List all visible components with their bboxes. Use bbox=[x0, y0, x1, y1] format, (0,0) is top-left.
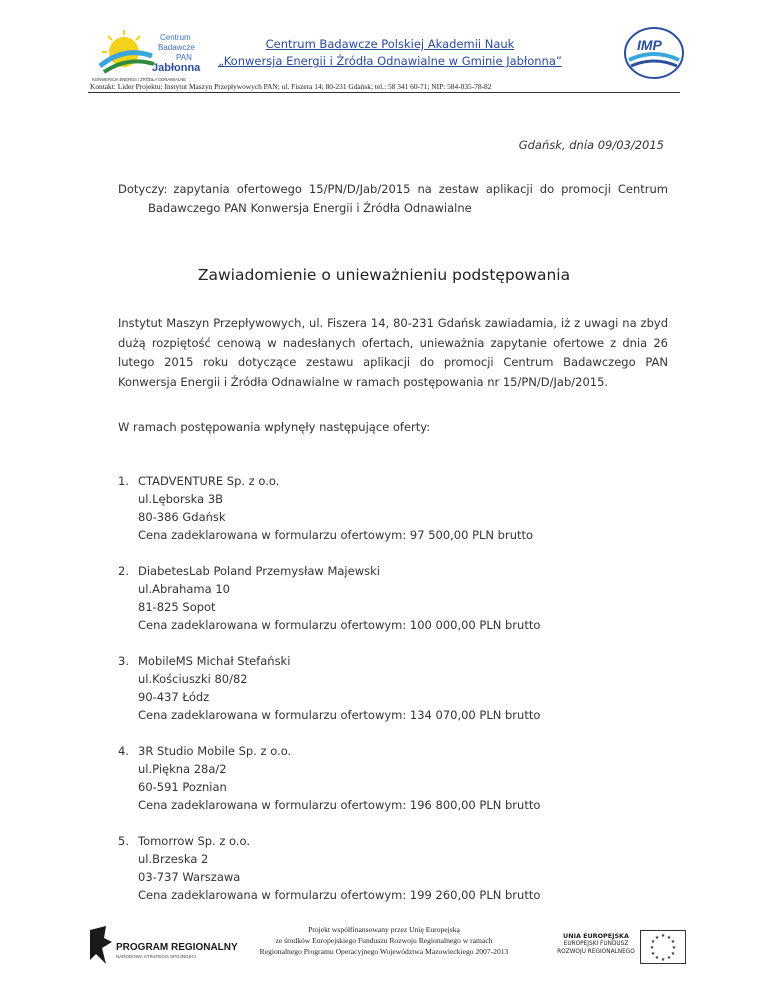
offer-number: 4. bbox=[118, 744, 129, 758]
offer-street: ul.Abrahama 10 bbox=[138, 582, 230, 596]
offer-price: Cena zadeklarowana w formularzu ofertowym: 100 000,00 PLN brutto bbox=[138, 618, 541, 632]
document-title: Zawiadomienie o unieważnieniu podstępowania bbox=[197, 266, 571, 284]
offer-street: ul.Brzeska 2 bbox=[138, 852, 209, 866]
offer-city: 90-437 Łódz bbox=[138, 690, 210, 704]
offer-number: 2. bbox=[118, 564, 129, 578]
offer-item bbox=[118, 832, 668, 904]
svg-text:★: ★ bbox=[660, 933, 666, 939]
institution-title bbox=[210, 36, 570, 70]
imp-logo bbox=[623, 26, 685, 80]
logo-tagline: KONWERSJA ENERGII I ŹRÓDŁA ODNAWIALNE bbox=[92, 77, 187, 82]
offer-number: 5. bbox=[118, 834, 129, 848]
offer-company: MobileMS Michał Stefański bbox=[138, 654, 291, 668]
eu-flag-icon bbox=[640, 930, 686, 964]
svg-text:★: ★ bbox=[654, 935, 660, 941]
body-paragraph: Instytut Maszyn Przepływowych, ul. Fiszera 14, 80-231 Gdańsk zawiadamia, iż z uwagi na zbyd dużą rozpiętość cenową w nadesłanych ofertach, unieważnia zapytanie ofertowe z dnia 26 lutego 2015 roku dotyczące zestawu aplikacji do promocji Centrum Badawczego PAN Konwersja Energii i Źródła Odnawialne w ramach postępowania nr 15/PN/D/Jab/2015. bbox=[118, 316, 668, 389]
svg-text:★: ★ bbox=[670, 939, 676, 945]
eu-label-line3: ROZWOJU REGIONALNEGO bbox=[557, 949, 635, 955]
offer-number: 3. bbox=[118, 654, 129, 668]
institution-title-line1: Centrum Badawcze Polskiej Akademii Nauk bbox=[265, 37, 515, 51]
offer-company: 3R Studio Mobile Sp. z o.o. bbox=[138, 744, 292, 758]
logo-text-2: Badawcze bbox=[158, 43, 195, 52]
svg-text:★: ★ bbox=[660, 957, 666, 963]
offer-street: ul.Piękna 28a/2 bbox=[138, 762, 227, 776]
cofinancing-line1: Projekt współfinansowany przez Unię Europejską bbox=[308, 925, 460, 934]
offer-price: Cena zadeklarowana w formularzu ofertowym: 199 260,00 PLN brutto bbox=[138, 888, 541, 902]
centrum-jablonna-logo bbox=[90, 26, 210, 84]
offer-city: 60-591 Poznian bbox=[138, 780, 227, 794]
program-subtitle: NARODOWA STRATEGIA SPÓJNOŚCI bbox=[116, 954, 197, 959]
subject-line1 bbox=[118, 180, 668, 199]
program-title: PROGRAM REGIONALNY bbox=[116, 942, 238, 953]
svg-text:★: ★ bbox=[670, 951, 676, 957]
offer-item bbox=[118, 562, 668, 634]
subject-text-1: zapytania ofertowego 15/PN/D/Jab/2015 na zestaw aplikacji do promocji Centrum bbox=[173, 182, 668, 196]
svg-text:★: ★ bbox=[666, 935, 672, 941]
contact-line: Kontakt: Lider Projektu: Instytut Maszyn Przepływowych PAN; ul. Fiszera 14; 80-231 Gdańsk; tel.: 58 341 60-71; NIP: 584-035-78-82 bbox=[90, 82, 492, 91]
svg-text:★: ★ bbox=[650, 951, 656, 957]
offer-number: 1. bbox=[118, 474, 129, 488]
subject-text-2: Badawczego PAN Konwersja Energii i Źródła Odnawialne bbox=[148, 201, 472, 215]
cofinancing-line3: Regionalnego Programu Operacyjnego Województwa Mazowieckiego 2007-2013 bbox=[259, 947, 509, 956]
subject-label: Dotyczy: bbox=[118, 182, 168, 196]
offer-city: 80-386 Gdańsk bbox=[138, 510, 226, 524]
offer-company: DiabetesLab Poland Przemysław Majewski bbox=[138, 564, 380, 578]
cofinancing-line2: ze środków Europejskiego Funduszu Rozwoju Regionalnego w ramach bbox=[275, 936, 493, 945]
eu-label-line2: EUROPEJSKI FUNDUSZ bbox=[563, 941, 629, 947]
svg-text:★: ★ bbox=[671, 945, 677, 951]
document-date: Gdańsk, dnia 09/03/2015 bbox=[518, 138, 664, 152]
header-divider bbox=[88, 92, 680, 93]
offer-city: 03-737 Warszawa bbox=[138, 870, 241, 884]
imp-logo-text: IMP bbox=[637, 37, 662, 53]
offers-intro: W ramach postępowania wpłynęły następujące oferty: bbox=[118, 420, 431, 434]
svg-text:★: ★ bbox=[650, 939, 656, 945]
offer-item bbox=[118, 742, 668, 814]
offer-company: CTADVENTURE Sp. z o.o. bbox=[138, 474, 280, 488]
offer-street: ul.Lęborska 3B bbox=[138, 492, 224, 506]
program-regionalny-logo bbox=[88, 924, 238, 970]
offer-price: Cena zadeklarowana w formularzu ofertowym: 196 800,00 PLN brutto bbox=[138, 798, 541, 812]
offer-price: Cena zadeklarowana w formularzu ofertowym: 97 500,00 PLN brutto bbox=[138, 528, 534, 542]
offer-item bbox=[118, 652, 668, 724]
offer-street: ul.Kościuszki 80/82 bbox=[138, 672, 248, 686]
offer-company: Tomorrow Sp. z o.o. bbox=[138, 834, 251, 848]
svg-text:★: ★ bbox=[649, 945, 655, 951]
offer-city: 81-825 Sopot bbox=[138, 600, 216, 614]
subject-block bbox=[118, 180, 668, 218]
logo-text-4: Jabłonna bbox=[152, 62, 201, 74]
institution-title-line2: „Konwersja Energii i Źródła Odnawialne w Gminie Jabłonna” bbox=[218, 54, 562, 68]
offer-price: Cena zadeklarowana w formularzu ofertowym: 134 070,00 PLN brutto bbox=[138, 708, 541, 722]
cofinancing-note bbox=[232, 924, 536, 957]
logo-text-3: PAN bbox=[176, 53, 192, 62]
svg-text:★: ★ bbox=[666, 955, 672, 961]
eu-fund-label bbox=[556, 932, 636, 956]
svg-text:★: ★ bbox=[654, 955, 660, 961]
offer-item bbox=[118, 472, 668, 544]
logo-text-1: Centrum bbox=[160, 33, 191, 42]
eu-label-line1: UNIA EUROPEJSKA bbox=[563, 932, 629, 940]
